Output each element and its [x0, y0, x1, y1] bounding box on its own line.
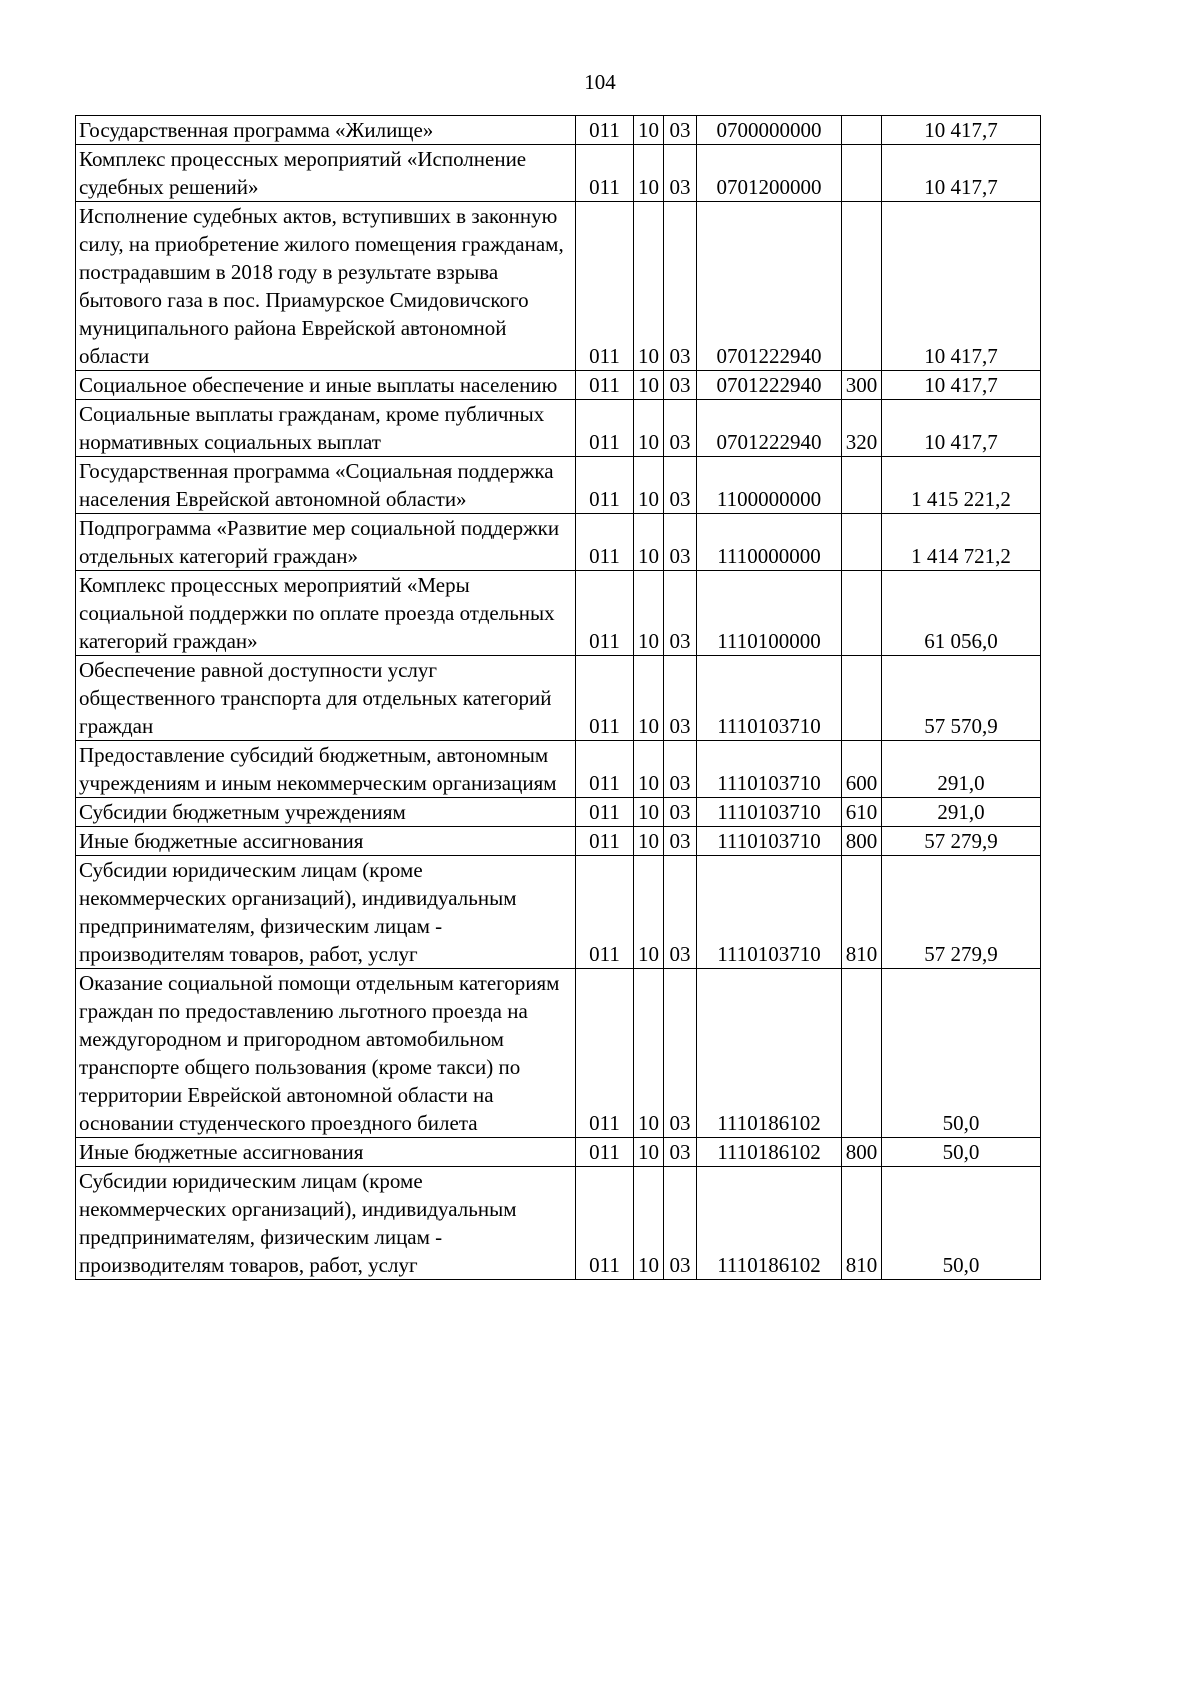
grbs-code-cell: 011: [576, 969, 634, 1138]
target-article-cell: 1110000000: [697, 514, 842, 571]
amount-cell: 1 414 721,2: [882, 514, 1041, 571]
expense-type-cell: [842, 116, 882, 145]
subsection-code-cell: 03: [664, 116, 697, 145]
section-code-cell: 10: [634, 514, 664, 571]
target-article-cell: 1110103710: [697, 856, 842, 969]
section-code-cell: 10: [634, 798, 664, 827]
target-article-cell: 1110186102: [697, 1138, 842, 1167]
table-row: [76, 741, 1041, 798]
target-article-cell: 1110100000: [697, 571, 842, 656]
item-name-cell: Субсидии юридическим лицам (кроме некоммерческих организаций), индивидуальным предпринимателям, физическим лицам - производителям товаров, работ, услуг: [76, 856, 576, 969]
grbs-code-cell: 011: [576, 400, 634, 457]
section-code-cell: 10: [634, 571, 664, 656]
grbs-code-cell: 011: [576, 371, 634, 400]
table-row: [76, 1167, 1041, 1280]
table-row: [76, 856, 1041, 969]
section-code-cell: 10: [634, 656, 664, 741]
amount-cell: 10 417,7: [882, 400, 1041, 457]
subsection-code-cell: 03: [664, 827, 697, 856]
expense-type-cell: [842, 514, 882, 571]
expense-type-cell: [842, 969, 882, 1138]
amount-cell: 10 417,7: [882, 116, 1041, 145]
item-name-cell: Иные бюджетные ассигнования: [76, 1138, 576, 1167]
subsection-code-cell: 03: [664, 514, 697, 571]
budget-table-body: [76, 116, 1041, 1280]
item-name-cell: Иные бюджетные ассигнования: [76, 827, 576, 856]
grbs-code-cell: 011: [576, 571, 634, 656]
grbs-code-cell: 011: [576, 856, 634, 969]
item-name-cell: Исполнение судебных актов, вступивших в законную силу, на приобретение жилого помещения гражданам, пострадавшим в 2018 году в результате взрыва бытового газа в пос. Приамурское Смидовичского муниципального района Еврейской автономной области: [76, 202, 576, 371]
expense-type-cell: 800: [842, 827, 882, 856]
subsection-code-cell: 03: [664, 371, 697, 400]
item-name-cell: Субсидии юридическим лицам (кроме некоммерческих организаций), индивидуальным предпринимателям, физическим лицам - производителям товаров, работ, услуг: [76, 1167, 576, 1280]
section-code-cell: 10: [634, 116, 664, 145]
target-article-cell: 0701222940: [697, 400, 842, 457]
item-name-cell: Социальное обеспечение и иные выплаты населению: [76, 371, 576, 400]
subsection-code-cell: 03: [664, 656, 697, 741]
target-article-cell: 1110103710: [697, 741, 842, 798]
table-row: [76, 827, 1041, 856]
grbs-code-cell: 011: [576, 1138, 634, 1167]
section-code-cell: 10: [634, 969, 664, 1138]
target-article-cell: 1100000000: [697, 457, 842, 514]
table-row: [76, 1138, 1041, 1167]
amount-cell: 10 417,7: [882, 145, 1041, 202]
expense-type-cell: 800: [842, 1138, 882, 1167]
item-name-cell: Субсидии бюджетным учреждениям: [76, 798, 576, 827]
amount-cell: 50,0: [882, 1167, 1041, 1280]
expense-type-cell: [842, 457, 882, 514]
grbs-code-cell: 011: [576, 1167, 634, 1280]
expense-type-cell: 810: [842, 856, 882, 969]
item-name-cell: Обеспечение равной доступности услуг общественного транспорта для отдельных категорий граждан: [76, 656, 576, 741]
amount-cell: 57 570,9: [882, 656, 1041, 741]
subsection-code-cell: 03: [664, 202, 697, 371]
target-article-cell: 0701200000: [697, 145, 842, 202]
grbs-code-cell: 011: [576, 514, 634, 571]
target-article-cell: 1110186102: [697, 1167, 842, 1280]
grbs-code-cell: 011: [576, 457, 634, 514]
section-code-cell: 10: [634, 457, 664, 514]
item-name-cell: Государственная программа «Социальная поддержка населения Еврейской автономной области»: [76, 457, 576, 514]
expense-type-cell: 320: [842, 400, 882, 457]
section-code-cell: 10: [634, 741, 664, 798]
table-row: [76, 656, 1041, 741]
item-name-cell: Государственная программа «Жилище»: [76, 116, 576, 145]
section-code-cell: 10: [634, 400, 664, 457]
amount-cell: 57 279,9: [882, 856, 1041, 969]
item-name-cell: Комплекс процессных мероприятий «Меры социальной поддержки по оплате проезда отдельных категорий граждан»: [76, 571, 576, 656]
subsection-code-cell: 03: [664, 457, 697, 514]
table-row: [76, 371, 1041, 400]
subsection-code-cell: 03: [664, 969, 697, 1138]
section-code-cell: 10: [634, 371, 664, 400]
subsection-code-cell: 03: [664, 741, 697, 798]
subsection-code-cell: 03: [664, 856, 697, 969]
expense-type-cell: [842, 202, 882, 371]
subsection-code-cell: 03: [664, 798, 697, 827]
item-name-cell: Предоставление субсидий бюджетным, автономным учреждениям и иным некоммерческим организациям: [76, 741, 576, 798]
amount-cell: 61 056,0: [882, 571, 1041, 656]
item-name-cell: Комплекс процессных мероприятий «Исполнение судебных решений»: [76, 145, 576, 202]
grbs-code-cell: 011: [576, 202, 634, 371]
subsection-code-cell: 03: [664, 1167, 697, 1280]
subsection-code-cell: 03: [664, 145, 697, 202]
table-row: [76, 457, 1041, 514]
expense-type-cell: 810: [842, 1167, 882, 1280]
amount-cell: 50,0: [882, 969, 1041, 1138]
target-article-cell: 1110186102: [697, 969, 842, 1138]
table-row: [76, 116, 1041, 145]
section-code-cell: 10: [634, 1167, 664, 1280]
amount-cell: 10 417,7: [882, 371, 1041, 400]
subsection-code-cell: 03: [664, 571, 697, 656]
expense-type-cell: 300: [842, 371, 882, 400]
section-code-cell: 10: [634, 856, 664, 969]
amount-cell: 291,0: [882, 741, 1041, 798]
section-code-cell: 10: [634, 1138, 664, 1167]
section-code-cell: 10: [634, 202, 664, 371]
amount-cell: 57 279,9: [882, 827, 1041, 856]
target-article-cell: 1110103710: [697, 827, 842, 856]
amount-cell: 50,0: [882, 1138, 1041, 1167]
table-row: [76, 571, 1041, 656]
expense-type-cell: [842, 656, 882, 741]
target-article-cell: 1110103710: [697, 798, 842, 827]
section-code-cell: 10: [634, 145, 664, 202]
subsection-code-cell: 03: [664, 1138, 697, 1167]
grbs-code-cell: 011: [576, 798, 634, 827]
grbs-code-cell: 011: [576, 656, 634, 741]
table-row: [76, 400, 1041, 457]
target-article-cell: 0701222940: [697, 371, 842, 400]
subsection-code-cell: 03: [664, 400, 697, 457]
expense-type-cell: 610: [842, 798, 882, 827]
table-row: [76, 969, 1041, 1138]
table-row: [76, 798, 1041, 827]
table-row: [76, 145, 1041, 202]
section-code-cell: 10: [634, 827, 664, 856]
amount-cell: 291,0: [882, 798, 1041, 827]
page-number: 104: [584, 70, 616, 94]
grbs-code-cell: 011: [576, 116, 634, 145]
grbs-code-cell: 011: [576, 741, 634, 798]
item-name-cell: Оказание социальной помощи отдельным категориям граждан по предоставлению льготного проезда на междугородном и пригородном автомобильном транспорте общего пользования (кроме такси) по территории Еврейской автономной области на основании студенческого проездного билета: [76, 969, 576, 1138]
amount-cell: 1 415 221,2: [882, 457, 1041, 514]
budget-table: [75, 115, 1041, 1280]
expense-type-cell: [842, 571, 882, 656]
table-row: [76, 514, 1041, 571]
amount-cell: 10 417,7: [882, 202, 1041, 371]
target-article-cell: 1110103710: [697, 656, 842, 741]
target-article-cell: 0700000000: [697, 116, 842, 145]
target-article-cell: 0701222940: [697, 202, 842, 371]
expense-type-cell: 600: [842, 741, 882, 798]
expense-type-cell: [842, 145, 882, 202]
grbs-code-cell: 011: [576, 827, 634, 856]
item-name-cell: Социальные выплаты гражданам, кроме публичных нормативных социальных выплат: [76, 400, 576, 457]
table-row: [76, 202, 1041, 371]
item-name-cell: Подпрограмма «Развитие мер социальной поддержки отдельных категорий граждан»: [76, 514, 576, 571]
grbs-code-cell: 011: [576, 145, 634, 202]
